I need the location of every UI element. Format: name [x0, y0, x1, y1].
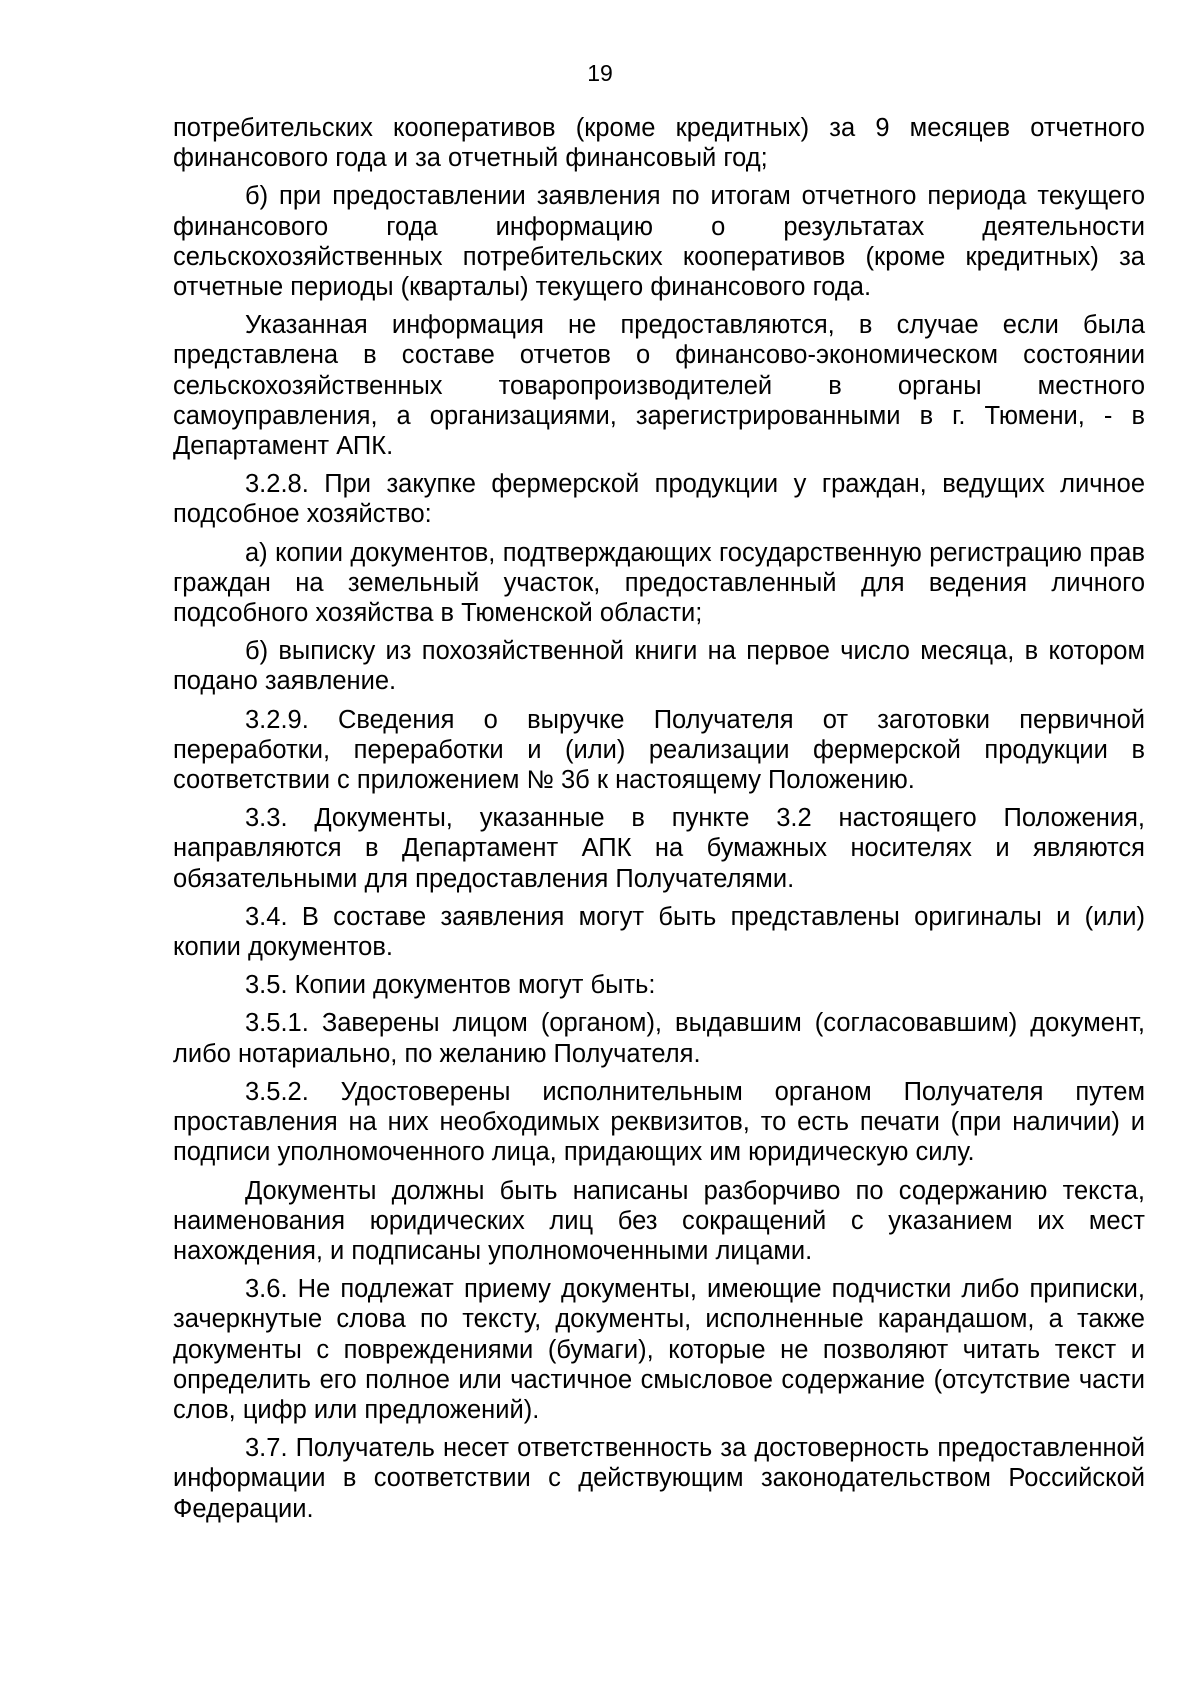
paragraph-continuation: потребительских кооперативов (кроме кредитных) за 9 месяцев отчетного финансового года и за отчетный финансовый год; [173, 114, 1145, 173]
paragraph-3-2-8-b: б) выписку из похозяйственной книги на первое число месяца, в котором подано заявление. [173, 637, 1145, 696]
paragraph-info-note: Указанная информация не предоставляются, в случае если была представлена в составе отчетов о финансово-экономическом состоянии сельскохозяйственных товаропроизводителей в органы местного самоуправления, а организациями, зарегистрированными в г. Тюмени, - в Департамент АПК. [173, 311, 1145, 461]
paragraph-3-7: 3.7. Получатель несет ответственность за достоверность предоставленной информации в соответствии с действующим законодательством Российской Федерации. [173, 1434, 1145, 1523]
paragraph-3-3: 3.3. Документы, указанные в пункте 3.2 настоящего Положения, направляются в Департамент АПК на бумажных носителях и являются обязательными для предоставления Получателями. [173, 804, 1145, 893]
paragraph-3-2-8-a: а) копии документов, подтверждающих государственную регистрацию прав граждан на земельный участок, предоставленный для ведения личного подсобного хозяйства в Тюменской области; [173, 538, 1145, 628]
paragraph-documents-requirements: Документы должны быть написаны разборчиво по содержанию текста, наименования юридических лиц без сокращений с указанием их мест нахождения, и подписаны уполномоченными лицами. [173, 1176, 1145, 1265]
paragraph-3-5-1: 3.5.1. Заверены лицом (органом), выдавшим (согласовавшим) документ, либо нотариально, по желанию Получателя. [173, 1009, 1145, 1068]
document-body [173, 113, 1145, 1532]
page-number: 19 [587, 60, 613, 86]
paragraph-3-5: 3.5. Копии документов могут быть: [245, 971, 656, 1000]
paragraph-3-5-2: 3.5.2. Удостоверены исполнительным органом Получателя путем проставления на них необходимых реквизитов, то есть печати (при наличии) и подписи уполномоченного лица, придающих им юридическую силу. [173, 1077, 1145, 1167]
paragraph-3-4: 3.4. В составе заявления могут быть представлены оригиналы и (или) копии документов. [173, 902, 1145, 962]
paragraph-3-6: 3.6. Не подлежат приему документы, имеющие подчистки либо приписки, зачеркнутые слова по тексту, документы, исполненные карандашом, а также документы с повреждениями (бумаги), которые не позволяют читать текст и определить его полное или частичное смысловое содержание (отсутствие части слов, цифр или предложений). [173, 1275, 1145, 1424]
paragraph-3-2-8: 3.2.8. При закупке фермерской продукции у граждан, ведущих личное подсобное хозяйство: [173, 470, 1145, 529]
paragraph-item-b-current-period: б) при предоставлении заявления по итогам отчетного периода текущего финансового года информацию о результатах деятельности сельскохозяйственных потребительских кооперативов (кроме кредитных) за отчетные периоды (кварталы) текущего финансового года. [173, 182, 1145, 302]
paragraph-3-2-9: 3.2.9. Сведения о выручке Получателя от заготовки первичной переработки, переработки и (или) реализации фермерской продукции в соответствии с приложением № 3б к настоящему Положению. [173, 705, 1145, 795]
